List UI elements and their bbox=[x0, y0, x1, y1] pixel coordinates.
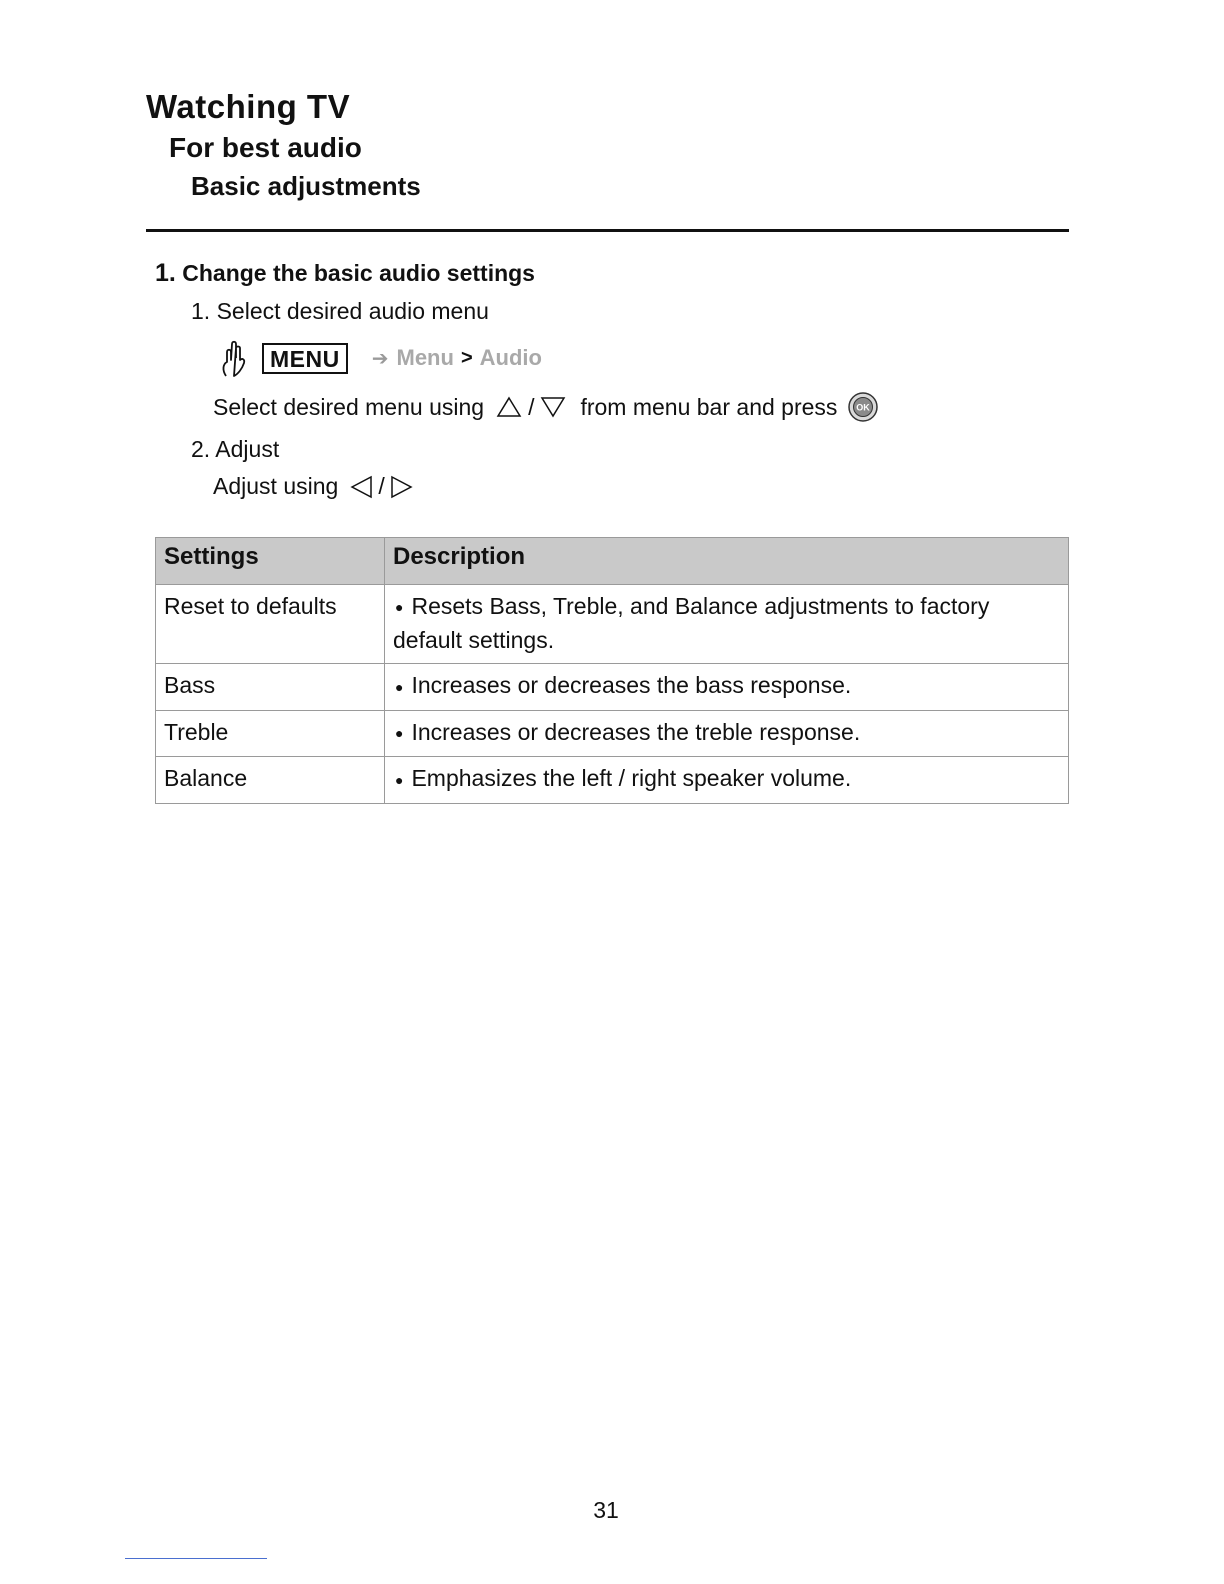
description-text: Resets Bass, Treble, and Balance adjustments to factory default settings. bbox=[393, 593, 990, 654]
audio-settings-table bbox=[155, 537, 1069, 804]
ok-button-icon bbox=[847, 391, 879, 423]
table-row bbox=[156, 585, 1069, 664]
description-text: Increases or decreases the treble response. bbox=[411, 718, 861, 745]
select-instruction bbox=[213, 391, 879, 423]
footer-link-underline bbox=[125, 1558, 267, 1559]
header-settings: Settings bbox=[156, 538, 385, 585]
setting-description bbox=[385, 757, 1069, 803]
step-heading bbox=[155, 259, 535, 288]
setting-description bbox=[385, 710, 1069, 756]
menu-key: MENU bbox=[262, 343, 348, 374]
setting-description bbox=[385, 585, 1069, 664]
setting-name: Bass bbox=[156, 664, 385, 710]
subsection-heading: Basic adjustments bbox=[191, 171, 421, 201]
bullet-icon: ● bbox=[395, 771, 404, 788]
select-text-a: Select desired menu using bbox=[213, 393, 485, 420]
menu-path-separator: > bbox=[460, 346, 473, 369]
select-slash: / bbox=[528, 393, 535, 420]
description-text: Increases or decreases the bass response. bbox=[411, 672, 852, 699]
setting-name: Balance bbox=[156, 757, 385, 803]
adjust-text: Adjust using bbox=[213, 473, 339, 499]
substep-adjust: 2. Adjust bbox=[191, 436, 280, 462]
triangle-up-icon bbox=[496, 396, 522, 418]
table-header-row bbox=[156, 538, 1069, 585]
select-text-b: from menu bar and press bbox=[580, 393, 838, 420]
page-number: 31 bbox=[593, 1497, 619, 1523]
table-row bbox=[156, 664, 1069, 710]
table-row bbox=[156, 710, 1069, 756]
menu-path-audio: Audio bbox=[479, 345, 542, 370]
substep-select-menu: 1. Select desired audio menu bbox=[191, 298, 489, 324]
header-description: Description bbox=[385, 538, 1069, 585]
remote-hand-icon bbox=[218, 338, 248, 378]
setting-description bbox=[385, 664, 1069, 710]
page-title: Watching TV bbox=[146, 88, 351, 125]
adjust-instruction bbox=[213, 473, 413, 500]
section-heading: For best audio bbox=[169, 132, 362, 163]
heading-divider bbox=[146, 229, 1069, 232]
arrow-right-icon: ➔ bbox=[371, 347, 389, 370]
setting-name: Reset to defaults bbox=[156, 585, 385, 664]
setting-name: Treble bbox=[156, 710, 385, 756]
svg-text:OK: OK bbox=[856, 402, 871, 413]
step-title-text: Change the basic audio settings bbox=[182, 260, 535, 286]
step-number: 1. bbox=[155, 259, 176, 287]
menu-navigation-row bbox=[218, 340, 542, 376]
description-text: Emphasizes the left / right speaker volume. bbox=[411, 765, 852, 792]
triangle-left-icon bbox=[350, 474, 374, 500]
triangle-right-icon bbox=[389, 474, 413, 500]
bullet-icon: ● bbox=[395, 725, 404, 742]
triangle-down-icon bbox=[540, 396, 566, 418]
table-row bbox=[156, 757, 1069, 803]
adjust-slash: / bbox=[378, 473, 385, 499]
bullet-icon: ● bbox=[395, 599, 404, 616]
menu-path-menu: Menu bbox=[396, 345, 454, 370]
bullet-icon: ● bbox=[395, 678, 404, 695]
